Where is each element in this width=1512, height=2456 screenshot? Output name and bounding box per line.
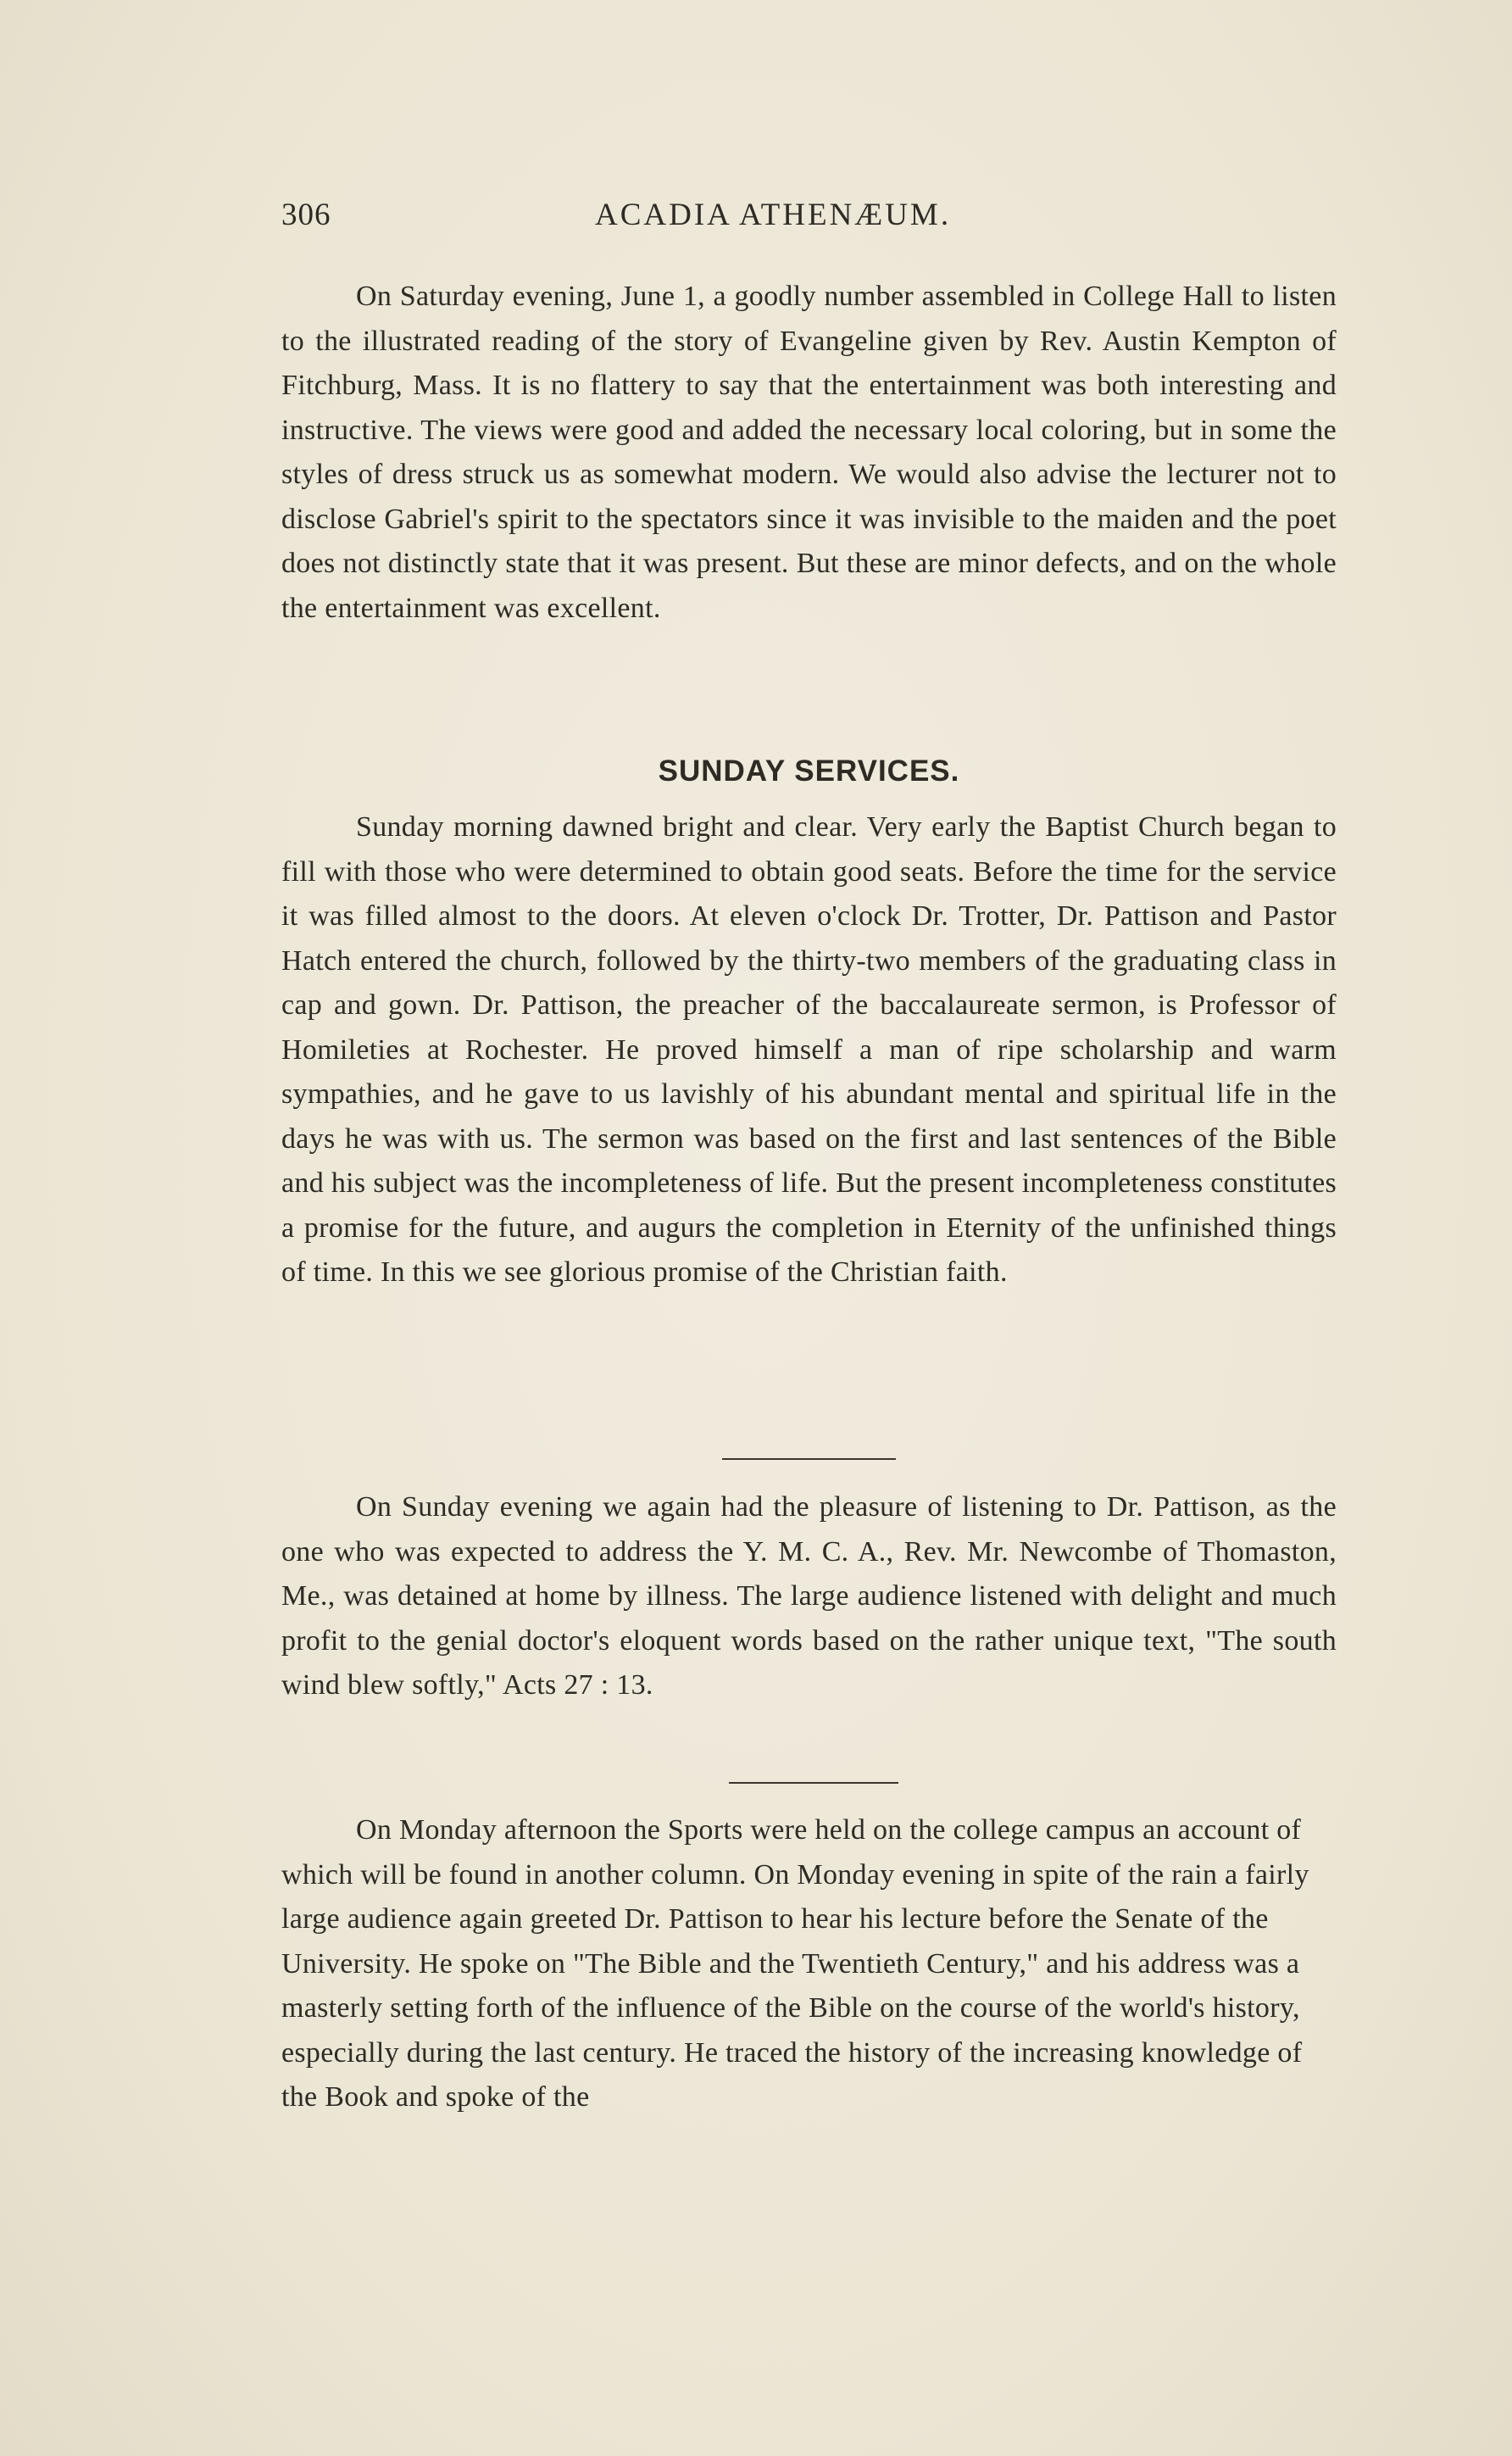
body-paragraph: On Sunday evening we again had the pleasure of listening to Dr. Pattison, as the one who was expected to address the Y. M. C. A., Rev. Mr. Newcombe of Thomaston, Me., was detained at home by illness. The large audience listened with delight and much profit to the genial doctor's eloquent words based on the rather unique text, "The south wind blew softly," Acts 27 : 13. [281, 1491, 1337, 1701]
page-number: 306 [281, 198, 331, 232]
sunday-morning-paragraph [281, 805, 1337, 1295]
body-paragraph: On Saturday evening, June 1, a goodly number assembled in College Hall to listen to the illustrated reading of the story of Evangeline given by Rev. Austin Kempton of Fitchburg, Mass. It is no flattery to say that the entertainment was both interesting and instructive. The views were good and added the necessary local coloring, but in some the styles of dress struck us as somewhat modern. We would also advise the lecturer not to disclose Gabriel's spirit to the spectators since it was invisible to the maiden and the poet does not distinctly state that it was present. But these are minor defects, and on the whole the entertainment was excellent. [281, 281, 1337, 624]
section-divider [722, 1458, 896, 1460]
evangeline-paragraph [281, 275, 1337, 631]
monday-paragraph [281, 1808, 1337, 2120]
section-divider [729, 1782, 898, 1784]
page-header [281, 197, 1337, 248]
sunday-evening-paragraph [281, 1485, 1337, 1708]
running-title: ACADIA ATHENÆUM. [595, 198, 952, 232]
body-paragraph: On Monday afternoon the Sports were held on the college campus an account of which will be found in another column. On Monday evening in spite of the rain a fairly large audience again greeted Dr. Pattison to hear his lecture before the Senate of the University. He spoke on "The Bible and the Twentieth Century," and his address was a masterly setting forth of the influence of the Bible on the course of the world's history, especially during the last century. He traced the history of the increasing knowledge of the Book and spoke of the [281, 1814, 1309, 2113]
section-heading: SUNDAY SERVICES. [658, 755, 960, 788]
body-paragraph: Sunday morning dawned bright and clear. Very early the Baptist Church began to fill with those who were determined to obtain good seats. Before the time for the service it was filled almost to the doors. At eleven o'clock Dr. Trotter, Dr. Pattison and Pastor Hatch entered the church, followed by the thirty-two members of the graduating class in cap and gown. Dr. Pattison, the preacher of the baccalaureate sermon, is Professor of Homileties at Rochester. He proved himself a man of ripe scholarship and warm sympathies, and he gave to us lavishly of his abundant mental and spiritual life in the days he was with us. The sermon was based on the first and last sentences of the Bible and his subject was the incompleteness of life. But the present incompleteness constitutes a promise for the future, and augurs the completion in Eternity of the unfinished things of time. In this we see glorious promise of the Christian faith. [281, 811, 1337, 1288]
